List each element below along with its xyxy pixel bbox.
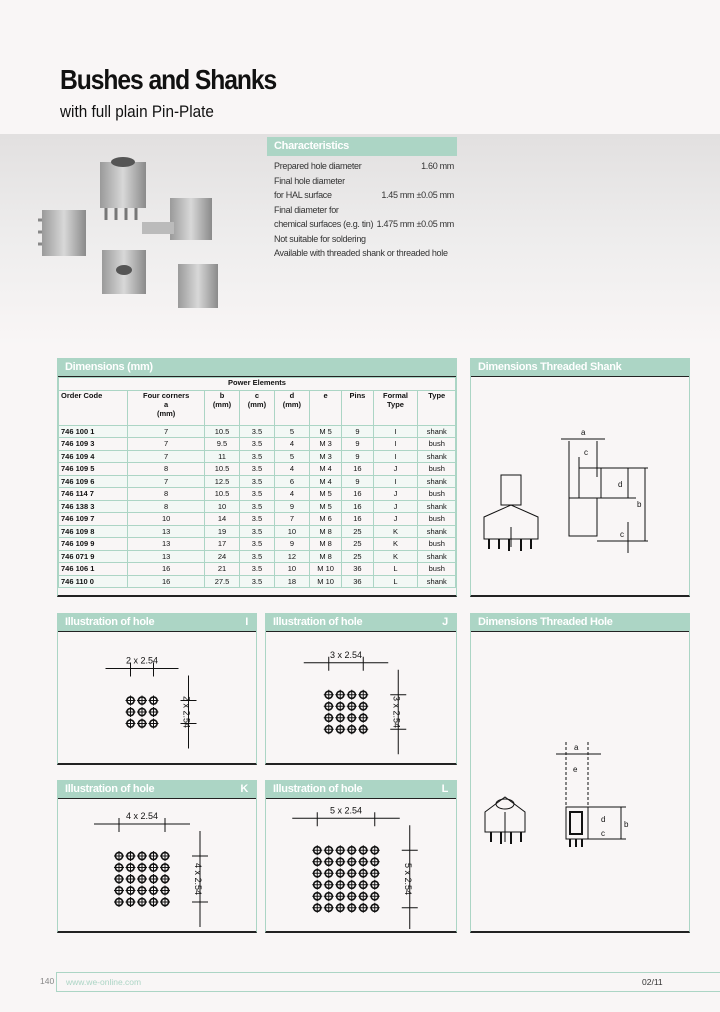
characteristics-panel — [267, 137, 457, 261]
table-cell: M 3 — [309, 438, 341, 451]
characteristic-row — [267, 188, 457, 203]
characteristic-row — [267, 246, 457, 261]
table-cell: bush — [418, 538, 456, 551]
table-cell: 10.5 — [205, 463, 240, 476]
characteristic-value: 1.45 mm ±0.05 mm — [381, 190, 454, 200]
table-cell: 9 — [274, 500, 309, 513]
dim-label-c2: c — [620, 530, 624, 539]
table-cell: shank — [418, 525, 456, 538]
table-cell: 9.5 — [205, 438, 240, 451]
hole-header — [58, 780, 256, 799]
dim-label-c: c — [584, 448, 588, 457]
table-cell: 8 — [128, 463, 205, 476]
vertical-pitch-label: 2 x 2.54 — [181, 695, 192, 729]
horizontal-pitch-label: 5 x 2.54 — [329, 805, 363, 816]
table-cell: 3.5 — [239, 488, 274, 501]
dimensions-title: Dimensions (mm) — [65, 361, 153, 373]
table-cell: 10.5 — [205, 425, 240, 438]
table-cell: 25 — [342, 525, 373, 538]
table-cell: 17 — [205, 538, 240, 551]
table-cell: 3.5 — [239, 475, 274, 488]
dim-label-e: e — [573, 765, 578, 774]
page-number: 140 — [40, 972, 57, 992]
hole-type: J — [442, 616, 448, 628]
table-cell: 10 — [274, 563, 309, 576]
table-cell: 36 — [342, 563, 373, 576]
vertical-pitch-label: 3 x 2.54 — [391, 695, 402, 729]
table-cell: 4 — [274, 463, 309, 476]
table-cell: 3.5 — [239, 538, 274, 551]
dim-label-d: d — [618, 480, 623, 489]
hole-type: L — [441, 783, 448, 795]
table-cell: 4 — [274, 488, 309, 501]
column-header: Four corners a (mm) — [128, 390, 205, 425]
hole-pattern — [266, 632, 456, 762]
table-cell: M 4 — [309, 475, 341, 488]
table-cell: 10 — [274, 525, 309, 538]
hole-pattern — [58, 632, 256, 762]
table-cell: 16 — [342, 500, 373, 513]
hole-illustration-J — [265, 613, 457, 765]
column-header: c (mm) — [239, 390, 274, 425]
bush-part-2 — [38, 210, 86, 256]
table-cell: 3.5 — [239, 500, 274, 513]
table-cell: 14 — [205, 513, 240, 526]
table-cell: I — [373, 425, 418, 438]
characteristic-row — [267, 174, 457, 189]
table-cell: I — [373, 475, 418, 488]
characteristic-row — [267, 232, 457, 247]
dimensions-header — [58, 358, 456, 377]
characteristics-title: Characteristics — [274, 140, 349, 152]
table-cell: J — [373, 513, 418, 526]
hole-type: K — [240, 783, 248, 795]
dim-label-a: a — [581, 428, 586, 437]
threaded-shank-title: Dimensions Threaded Shank — [478, 361, 622, 373]
table-cell: 11 — [205, 450, 240, 463]
hole-header — [266, 780, 456, 799]
hole-illustration-I — [57, 613, 257, 765]
table-row — [59, 488, 456, 501]
table-cell: 746 109 4 — [59, 450, 128, 463]
bush-part-4 — [178, 264, 218, 308]
table-cell: 16 — [128, 563, 205, 576]
table-cell: 9 — [342, 425, 373, 438]
characteristic-label: Final hole diameter — [274, 175, 345, 186]
table-row — [59, 575, 456, 588]
dimensions-panel — [57, 358, 457, 597]
table-cell: 7 — [128, 450, 205, 463]
table-cell: shank — [418, 475, 456, 488]
table-cell: 7 — [274, 513, 309, 526]
threaded-hole-drawing — [471, 632, 689, 930]
table-cell: 7 — [128, 425, 205, 438]
table-cell: 24 — [205, 550, 240, 563]
dim-label-d: d — [601, 815, 606, 824]
column-header: Pins — [342, 390, 373, 425]
table-cell: 3.5 — [239, 513, 274, 526]
page-title: Bushes and Shanks — [60, 64, 277, 95]
table-cell: 746 109 3 — [59, 438, 128, 451]
table-cell: K — [373, 538, 418, 551]
table-cell: bush — [418, 488, 456, 501]
table-cell: K — [373, 550, 418, 563]
characteristic-label: Final diameter for — [274, 204, 339, 215]
table-cell: I — [373, 438, 418, 451]
column-header: e — [309, 390, 341, 425]
table-cell: I — [373, 450, 418, 463]
page-subtitle: with full plain Pin-Plate — [60, 102, 214, 121]
hole-title: Illustration of hole — [273, 783, 363, 795]
table-cell: 10 — [205, 500, 240, 513]
table-cell: M 8 — [309, 525, 341, 538]
table-cell: K — [373, 525, 418, 538]
characteristic-label: Prepared hole diameter — [274, 161, 362, 171]
threaded-shank-panel — [470, 358, 690, 597]
table-cell: 746 109 8 — [59, 525, 128, 538]
table-cell: 10.5 — [205, 488, 240, 501]
table-cell: 7 — [128, 475, 205, 488]
table-cell: 9 — [274, 538, 309, 551]
table-cell: M 6 — [309, 513, 341, 526]
vertical-pitch-label: 5 x 2.54 — [402, 862, 413, 896]
table-cell: 746 110 0 — [59, 575, 128, 588]
dim-label-b: b — [637, 500, 642, 509]
table-cell: 16 — [342, 513, 373, 526]
table-row — [59, 425, 456, 438]
characteristic-value: 1.60 mm — [421, 161, 454, 171]
edition-date: 02/11 — [642, 977, 663, 987]
table-cell: 21 — [205, 563, 240, 576]
hole-title: Illustration of hole — [65, 783, 155, 795]
table-cell: 746 100 1 — [59, 425, 128, 438]
table-cell: 12.5 — [205, 475, 240, 488]
table-cell: M 8 — [309, 550, 341, 563]
table-cell: M 3 — [309, 450, 341, 463]
table-row — [59, 500, 456, 513]
table-cell: 7 — [128, 438, 205, 451]
hole-header — [266, 613, 456, 632]
table-row — [59, 463, 456, 476]
table-cell: shank — [418, 450, 456, 463]
table-cell: bush — [418, 563, 456, 576]
horizontal-pitch-label: 3 x 2.54 — [329, 649, 363, 660]
table-cell: M 5 — [309, 500, 341, 513]
table-cell: 5 — [274, 425, 309, 438]
table-cell: bush — [418, 513, 456, 526]
table-cell: bush — [418, 438, 456, 451]
characteristics-header — [267, 137, 457, 156]
table-cell: shank — [418, 575, 456, 588]
table-cell: 3.5 — [239, 425, 274, 438]
vertical-pitch-label: 4 x 2.54 — [193, 862, 203, 896]
table-cell: 8 — [128, 500, 205, 513]
footer — [57, 972, 720, 992]
table-cell: 3.5 — [239, 438, 274, 451]
characteristic-label: Not suitable for soldering — [274, 233, 366, 244]
table-cell: 746 071 9 — [59, 550, 128, 563]
threaded-hole-panel — [470, 613, 690, 933]
hole-pattern — [266, 799, 456, 929]
table-cell: M 10 — [309, 575, 341, 588]
table-cell: shank — [418, 425, 456, 438]
product-photo — [30, 140, 250, 340]
table-cell: 27.5 — [205, 575, 240, 588]
table-row — [59, 525, 456, 538]
table-cell: 8 — [128, 488, 205, 501]
table-cell: M 8 — [309, 538, 341, 551]
table-cell: M 10 — [309, 563, 341, 576]
shank-part — [142, 198, 212, 240]
table-cell: 13 — [128, 538, 205, 551]
table-row — [59, 538, 456, 551]
table-cell: M 5 — [309, 425, 341, 438]
hole-header — [58, 613, 256, 632]
table-row — [59, 550, 456, 563]
column-header: b (mm) — [205, 390, 240, 425]
table-cell: 16 — [342, 488, 373, 501]
table-cell: L — [373, 575, 418, 588]
table-cell: 3.5 — [239, 525, 274, 538]
characteristic-label: for HAL surface — [274, 190, 332, 200]
table-cell: 3.5 — [239, 550, 274, 563]
table-cell: 746 109 9 — [59, 538, 128, 551]
table-cell: 6 — [274, 475, 309, 488]
table-cell: 16 — [342, 463, 373, 476]
dim-label-b: b — [624, 820, 629, 829]
table-cell: M 5 — [309, 488, 341, 501]
column-header: d (mm) — [274, 390, 309, 425]
table-cell: 9 — [342, 450, 373, 463]
column-header: Order Code — [59, 390, 128, 425]
table-group-header: Power Elements — [59, 378, 456, 391]
table-cell: 746 109 7 — [59, 513, 128, 526]
table-cell: 25 — [342, 550, 373, 563]
threaded-shank-drawing — [471, 377, 689, 595]
table-cell: 4 — [274, 438, 309, 451]
table-cell: 3.5 — [239, 575, 274, 588]
table-cell: 9 — [342, 475, 373, 488]
table-cell: 10 — [128, 513, 205, 526]
dim-label-c: c — [601, 829, 605, 838]
table-cell: 25 — [342, 538, 373, 551]
table-row — [59, 475, 456, 488]
table-cell: L — [373, 563, 418, 576]
column-header: Formal Type — [373, 390, 418, 425]
characteristic-row — [267, 217, 457, 232]
table-cell: 36 — [342, 575, 373, 588]
hole-illustration-L — [265, 780, 457, 933]
table-cell: 746 106 1 — [59, 563, 128, 576]
table-cell: 19 — [205, 525, 240, 538]
characteristic-row — [267, 159, 457, 174]
hole-type: I — [245, 616, 248, 628]
table-row — [59, 450, 456, 463]
threaded-hole-header — [471, 613, 689, 632]
table-cell: 746 138 3 — [59, 500, 128, 513]
table-cell: 16 — [128, 575, 205, 588]
bush-part-1 — [100, 157, 146, 220]
table-cell: 746 109 6 — [59, 475, 128, 488]
table-cell: 5 — [274, 450, 309, 463]
hole-pattern — [58, 799, 256, 929]
hole-title: Illustration of hole — [273, 616, 363, 628]
table-cell: 9 — [342, 438, 373, 451]
table-cell: 3.5 — [239, 450, 274, 463]
table-cell: 13 — [128, 550, 205, 563]
horizontal-pitch-label: 2 x 2.54 — [125, 655, 159, 666]
hole-title: Illustration of hole — [65, 616, 155, 628]
table-cell: 13 — [128, 525, 205, 538]
table-cell: bush — [418, 463, 456, 476]
characteristic-label: Available with threaded shank or threaded hole — [274, 248, 448, 258]
table-row — [59, 513, 456, 526]
characteristic-value: 1.475 mm ±0.05 mm — [376, 219, 454, 229]
characteristic-row — [267, 203, 457, 218]
horizontal-pitch-label: 4 x 2.54 — [125, 811, 159, 821]
column-header: Type — [418, 390, 456, 425]
website-link[interactable]: www.we-online.com — [66, 977, 142, 987]
threaded-hole-title: Dimensions Threaded Hole — [478, 616, 613, 628]
table-cell: 3.5 — [239, 563, 274, 576]
table-cell: 746 114 7 — [59, 488, 128, 501]
table-cell: 12 — [274, 550, 309, 563]
table-cell: J — [373, 500, 418, 513]
bush-part-3 — [102, 250, 146, 294]
table-cell: 18 — [274, 575, 309, 588]
table-row — [59, 438, 456, 451]
table-cell: J — [373, 463, 418, 476]
threaded-shank-header — [471, 358, 689, 377]
table-row — [59, 563, 456, 576]
dim-label-a: a — [574, 743, 579, 752]
dimensions-table — [58, 377, 456, 588]
hole-illustration-K — [57, 780, 257, 933]
characteristic-label: chemical surfaces (e.g. tin) — [274, 219, 374, 229]
table-cell: shank — [418, 500, 456, 513]
table-cell: M 4 — [309, 463, 341, 476]
table-cell: 746 109 5 — [59, 463, 128, 476]
table-cell: shank — [418, 550, 456, 563]
table-cell: J — [373, 488, 418, 501]
table-cell: 3.5 — [239, 463, 274, 476]
